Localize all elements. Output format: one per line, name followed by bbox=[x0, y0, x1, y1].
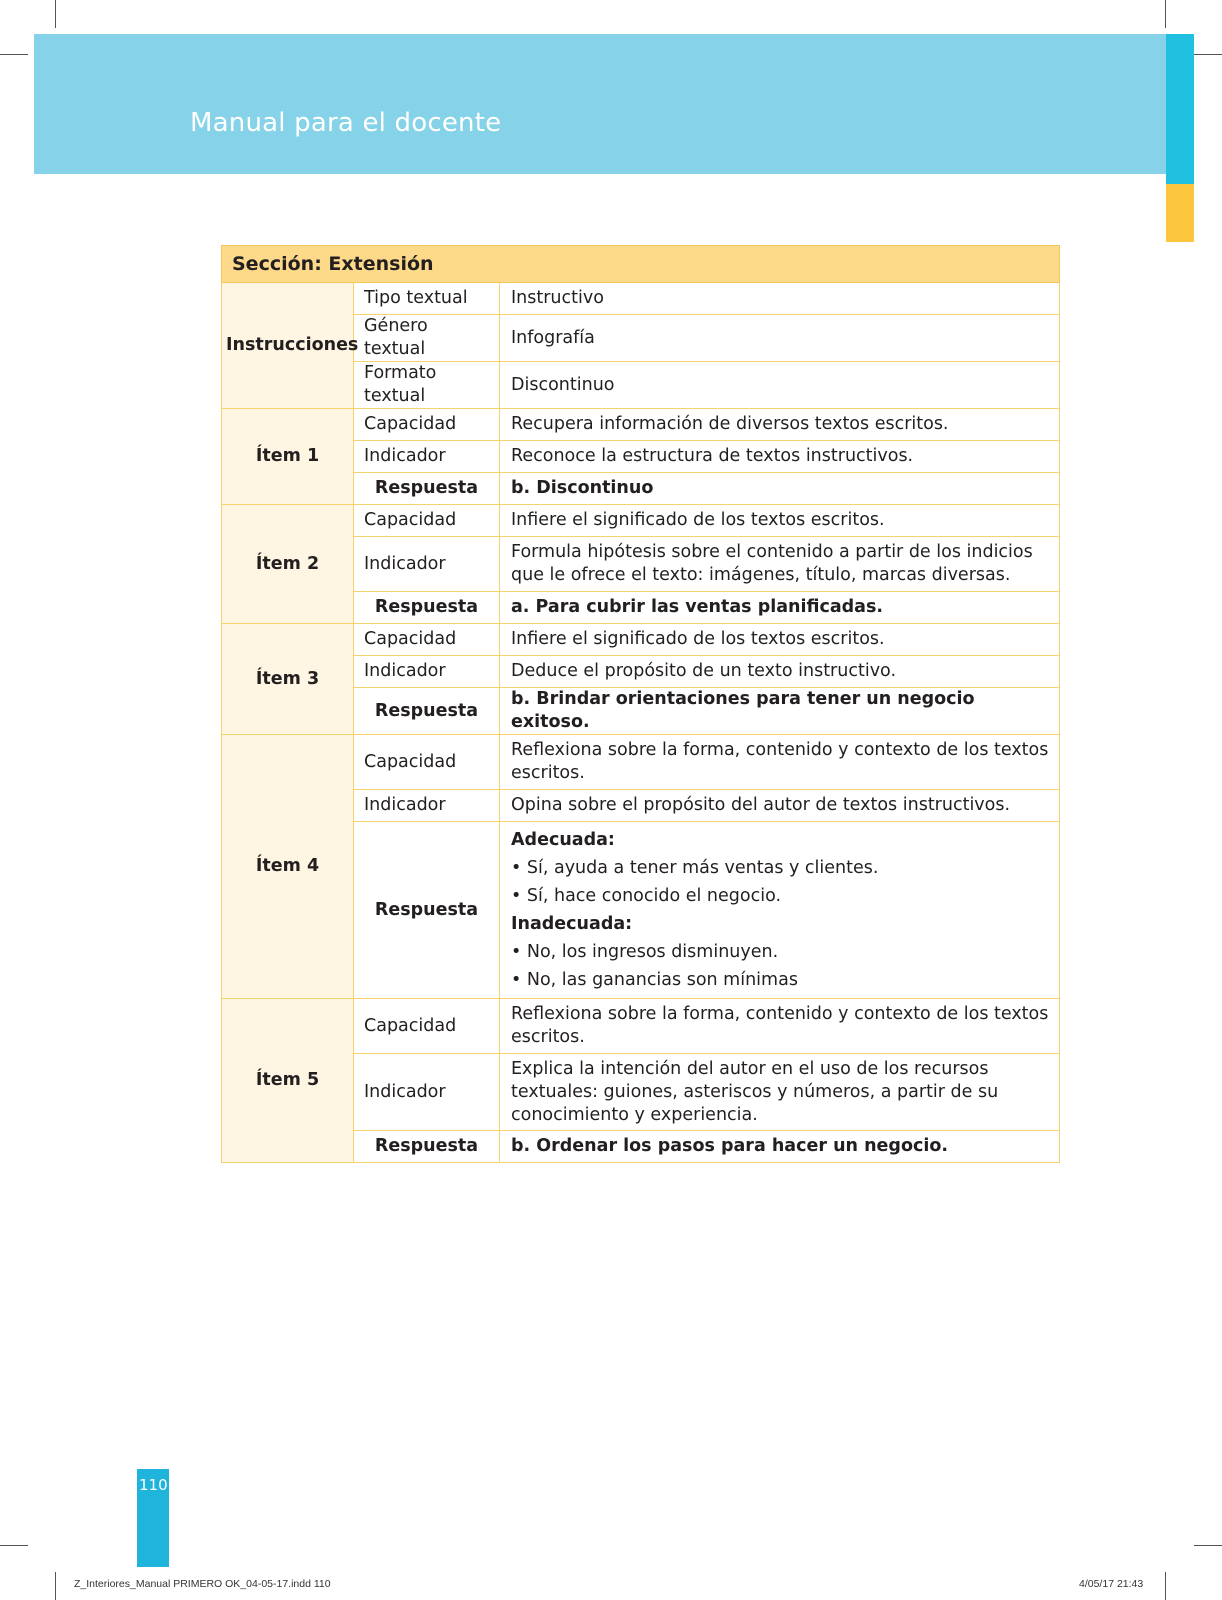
crop-mark bbox=[55, 1572, 56, 1600]
capacidad-label: Capacidad bbox=[354, 999, 500, 1054]
inadecuada-bullet: • No, los ingresos disminuyen. bbox=[511, 942, 779, 962]
crop-mark bbox=[1194, 54, 1222, 55]
crop-mark bbox=[1165, 0, 1166, 28]
indicador-value: Deduce el propósito de un texto instructivo. bbox=[500, 656, 1060, 688]
item-3-label: Ítem 3 bbox=[222, 624, 354, 735]
capacidad-value: Infiere el significado de los textos escritos. bbox=[500, 624, 1060, 656]
inadecuada-heading: Inadecuada: bbox=[511, 914, 633, 934]
page-header-title: Manual para el docente bbox=[190, 108, 502, 138]
row-label: Género textual bbox=[354, 315, 500, 362]
crop-mark bbox=[0, 54, 28, 55]
crop-mark bbox=[1165, 1572, 1166, 1600]
capacidad-label: Capacidad bbox=[354, 505, 500, 537]
indicador-label: Indicador bbox=[354, 537, 500, 592]
item-5-label: Ítem 5 bbox=[222, 999, 354, 1163]
item-2-label: Ítem 2 bbox=[222, 505, 354, 624]
page-number: 110 bbox=[139, 1476, 168, 1494]
respuesta-value: b. Ordenar los pasos para hacer un negocio. bbox=[500, 1131, 1060, 1163]
capacidad-value: Recupera información de diversos textos escritos. bbox=[500, 409, 1060, 441]
adecuada-bullet: • Sí, ayuda a tener más ventas y clientes. bbox=[511, 858, 879, 878]
row-label: Formato textual bbox=[354, 362, 500, 409]
inadecuada-bullet: • No, las ganancias son mínimas bbox=[511, 970, 798, 990]
instrucciones-label: Instrucciones bbox=[222, 283, 354, 409]
respuesta-label: Respuesta bbox=[354, 592, 500, 624]
crop-mark bbox=[0, 1545, 28, 1546]
respuesta-label: Respuesta bbox=[354, 822, 500, 999]
side-tab-yellow bbox=[1166, 184, 1194, 242]
respuesta-value bbox=[500, 822, 1060, 999]
row-value: Instructivo bbox=[500, 283, 1060, 315]
respuesta-value: b. Brindar orientaciones para tener un negocio exitoso. bbox=[500, 688, 1060, 735]
indicador-label: Indicador bbox=[354, 1054, 500, 1131]
capacidad-label: Capacidad bbox=[354, 735, 500, 790]
capacidad-label: Capacidad bbox=[354, 409, 500, 441]
capacidad-value: Infiere el significado de los textos escritos. bbox=[500, 505, 1060, 537]
indicador-value: Opina sobre el propósito del autor de textos instructivos. bbox=[500, 790, 1060, 822]
item-1-label: Ítem 1 bbox=[222, 409, 354, 505]
crop-mark bbox=[1194, 1545, 1222, 1546]
print-slug-date: 4/05/17 21:43 bbox=[1079, 1578, 1144, 1590]
indicador-label: Indicador bbox=[354, 656, 500, 688]
respuesta-label: Respuesta bbox=[354, 473, 500, 505]
indicador-label: Indicador bbox=[354, 790, 500, 822]
crop-mark bbox=[55, 0, 56, 28]
side-tab-blue bbox=[1166, 34, 1194, 184]
section-title: Sección: Extensión bbox=[222, 246, 1060, 283]
respuesta-label: Respuesta bbox=[354, 1131, 500, 1163]
capacidad-value: Reflexiona sobre la forma, contenido y contexto de los textos escritos. bbox=[500, 735, 1060, 790]
indicador-value: Formula hipótesis sobre el contenido a partir de los indicios que le ofrece el texto: imágenes, título, marcas diversas. bbox=[500, 537, 1060, 592]
row-value: Discontinuo bbox=[500, 362, 1060, 409]
indicador-value: Reconoce la estructura de textos instructivos. bbox=[500, 441, 1060, 473]
row-label: Tipo textual bbox=[354, 283, 500, 315]
capacidad-label: Capacidad bbox=[354, 624, 500, 656]
item-4-label: Ítem 4 bbox=[222, 735, 354, 999]
indicador-value: Explica la intención del autor en el uso de los recursos textuales: guiones, asteriscos y números, a partir de su conocimiento y experiencia. bbox=[500, 1054, 1060, 1131]
respuesta-label: Respuesta bbox=[354, 688, 500, 735]
header-band bbox=[34, 34, 1166, 174]
respuesta-value: a. Para cubrir las ventas planificadas. bbox=[500, 592, 1060, 624]
row-value: Infografía bbox=[500, 315, 1060, 362]
print-slug-file: Z_Interiores_Manual PRIMERO OK_04-05-17.indd 110 bbox=[74, 1578, 331, 1590]
indicador-label: Indicador bbox=[354, 441, 500, 473]
extension-table bbox=[221, 245, 1060, 1163]
respuesta-value: b. Discontinuo bbox=[500, 473, 1060, 505]
adecuada-bullet: • Sí, hace conocido el negocio. bbox=[511, 886, 782, 906]
capacidad-value: Reflexiona sobre la forma, contenido y contexto de los textos escritos. bbox=[500, 999, 1060, 1054]
adecuada-heading: Adecuada: bbox=[511, 830, 615, 850]
